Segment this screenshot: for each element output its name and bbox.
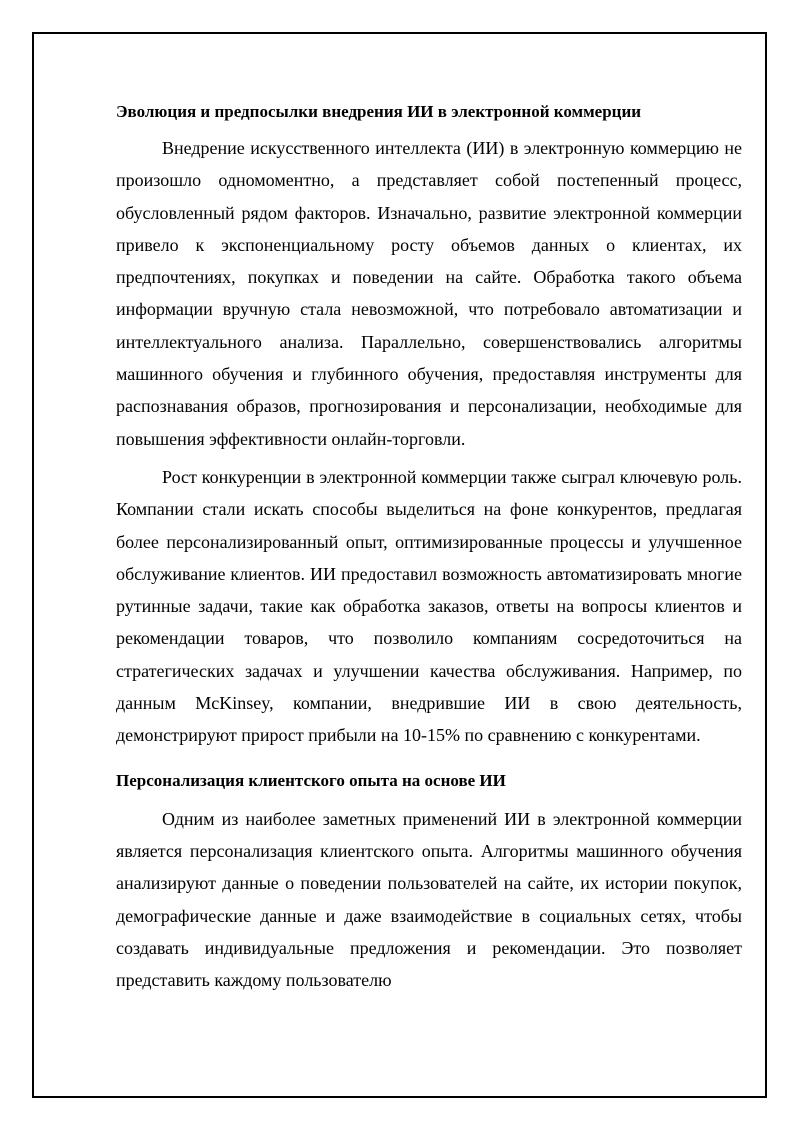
paragraph-evolution-2: Рост конкуренции в электронной коммерции также сыграл ключевую роль. Компании стали искать способы выделиться на фоне конкурентов, предлагая более персонализированный опыт, оптимизированные процессы и улучшенное обслуживание клиентов. ИИ предоставил возможность автоматизировать многие рутинные задачи, такие как обработка заказов, ответы на вопросы клиентов и рекомендации товаров, что позволило компаниям сосредоточиться на стратегических задачах и улучшении качества обслуживания. Например, по данным McKinsey, компании, внедрившие ИИ в свою деятельность, демонстрируют прирост прибыли на 10-15% по сравнению с конкурентами. — [116, 466, 742, 746]
section-heading-personalization: Персонализация клиентского опыта на основе ИИ — [116, 770, 506, 790]
paragraph-evolution-1: Внедрение искусственного интеллекта (ИИ) в электронную коммерцию не произошло одномоментно, а представляет собой постепенный процесс, обусловленный рядом факторов. Изначально, развитие электронной коммерции привело к экспоненциальному росту объемов данных о клиентах, их предпочтениях, покупках и поведении на сайте. Обработка такого объема информации вручную стала невозможной, что потребовало автоматизации и интеллектуального анализа. Параллельно, совершенствовались алгоритмы машинного обучения и глубинного обучения, предоставляя инструменты для распознавания образов, прогнозирования и персонализации, необходимые для повышения эффективности онлайн-торговли. — [116, 138, 742, 449]
paragraph-personalization-1: Одним из наиболее заметных применений ИИ в электронной коммерции является персонализация клиентского опыта. Алгоритмы машинного обучения анализируют данные о поведении пользователей на сайте, их истории покупок, демографические данные и даже взаимодействие в социальных сетях, чтобы создавать индивидуальные предложения и рекомендации. Это позволяет представить каждому пользователю — [116, 808, 742, 991]
document-body — [116, 96, 742, 1068]
section-heading-evolution: Эволюция и предпосылки внедрения ИИ в электронной коммерции — [116, 102, 642, 121]
